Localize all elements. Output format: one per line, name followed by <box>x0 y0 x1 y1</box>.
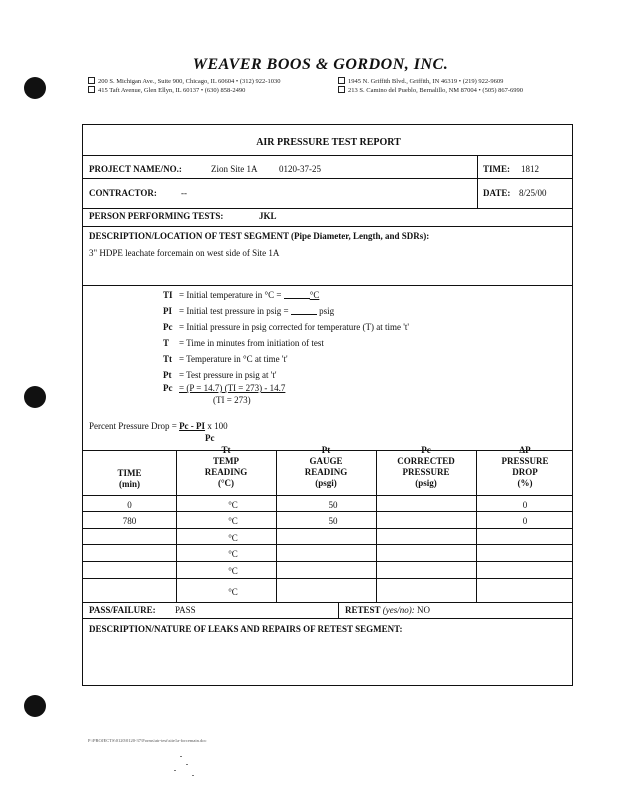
retest-value: NO <box>417 605 431 615</box>
rule <box>83 155 572 156</box>
retest-field <box>345 605 430 615</box>
contractor-label: CONTRACTOR: <box>89 188 157 198</box>
project-number: 0120-37-25 <box>279 164 321 174</box>
rule <box>83 544 572 545</box>
pass-fail-label: PASS/FAILURE: <box>89 605 156 615</box>
legend-text: = Test pressure in psig at 't' <box>179 370 277 380</box>
retest-hint: (yes/no): <box>382 605 415 615</box>
header-line: READING <box>304 467 348 477</box>
checkbox-icon <box>88 77 95 84</box>
rule <box>83 602 572 603</box>
address-text: 415 Taft Avenue, Glen Ellyn, IL 60137 • (630) 858-2490 <box>98 87 246 94</box>
rule <box>83 511 572 512</box>
header-symbol: Pt <box>321 445 331 455</box>
legend-text: = Initial temperature in °C = <box>179 290 282 300</box>
legend-text: = Time in minutes from initiation of test <box>179 338 324 348</box>
project-name: Zion Site 1A <box>211 164 258 174</box>
scan-speck <box>174 770 176 771</box>
legend-formula-denominator: (TI = 273) <box>213 395 251 405</box>
rule <box>83 578 572 579</box>
binder-hole-middle <box>24 386 46 408</box>
rule <box>83 178 572 179</box>
time-value: 1812 <box>521 164 539 174</box>
blank-line <box>284 290 310 299</box>
percent-drop-formula <box>89 421 228 431</box>
description-value: 3" HDPE leachate forcemain on west side of Site 1A <box>89 248 280 258</box>
header-line: (psig) <box>415 478 437 488</box>
percent-drop-multiplier: x 100 <box>207 421 228 431</box>
cell-temp: °C <box>228 549 238 559</box>
address-text: 1945 N. Griffith Blvd., Griffith, IN 46319 • (219) 922-9609 <box>348 78 504 85</box>
address-text: 213 S. Camino del Pueblo, Bernalillo, NM 87004 • (505) 867-6990 <box>348 87 524 94</box>
percent-drop-denominator: Pc <box>205 433 215 443</box>
report-form <box>82 124 573 686</box>
legend-symbol: TI <box>163 290 173 300</box>
report-title: AIR PRESSURE TEST REPORT <box>256 137 401 148</box>
percent-drop-numerator: Pc - PI <box>179 421 206 431</box>
address-griffith <box>338 77 503 85</box>
header-line: (psgi) <box>315 478 337 488</box>
cell-gauge: 50 <box>328 516 338 526</box>
header-line: READING <box>204 467 248 477</box>
legend-eq <box>179 306 334 316</box>
checkbox-icon <box>88 86 95 93</box>
header-symbol: Pc <box>421 445 431 455</box>
percent-drop-label: Percent Pressure Drop = <box>89 421 177 431</box>
person-value: JKL <box>259 211 277 221</box>
legend-symbol: Pc <box>163 383 173 393</box>
scan-speck <box>192 775 194 776</box>
header-symbol: Tt <box>221 445 231 455</box>
legend-symbol: Pt <box>163 370 172 380</box>
cell-temp: °C <box>228 500 238 510</box>
legend-text: = Initial pressure in psig corrected for temperature (T) at time 't' <box>179 322 409 332</box>
binder-hole-top <box>24 77 46 99</box>
cell-gauge: 50 <box>328 500 338 510</box>
contractor-value: -- <box>181 188 187 198</box>
rule <box>83 285 572 286</box>
rule <box>83 561 572 562</box>
address-text: 200 S. Michigan Ave., Suite 900, Chicago, IL 60604 • (312) 922-1030 <box>98 78 281 85</box>
project-label: PROJECT NAME/NO.: <box>89 164 182 174</box>
header-line: TEMP <box>213 456 239 466</box>
header-line: (°C) <box>217 478 235 488</box>
rule <box>83 495 572 496</box>
header-temp <box>176 445 276 489</box>
scan-speck <box>186 764 188 765</box>
header-time <box>83 468 176 490</box>
legend-formula: = (P = 14.7) (TI = 273) - 14.7 <box>179 383 286 393</box>
legend-unit: °C <box>309 290 320 300</box>
legend-symbol: Pc <box>163 322 173 332</box>
checkbox-icon <box>338 77 345 84</box>
header-line: DROP <box>512 467 538 477</box>
rule <box>338 602 339 618</box>
address-glen-ellyn <box>88 86 245 94</box>
cell-temp: °C <box>228 587 238 597</box>
company-name: WEAVER BOOS & GORDON, INC. <box>192 56 449 73</box>
cell-time: 780 <box>122 516 137 526</box>
scan-speck <box>180 756 182 757</box>
cell-time: 0 <box>127 500 132 510</box>
leaks-label: DESCRIPTION/NATURE OF LEAKS AND REPAIRS OF RETEST SEGMENT: <box>89 624 403 634</box>
cell-temp: °C <box>228 566 238 576</box>
header-line: PRESSURE <box>501 456 549 466</box>
retest-label: RETEST <box>345 605 381 615</box>
rule <box>83 528 572 529</box>
legend-eq <box>179 290 319 300</box>
pass-fail-value: PASS <box>175 605 196 615</box>
header-corrected <box>376 445 476 489</box>
header-line: (%) <box>517 478 533 488</box>
time-label: TIME: <box>483 164 510 174</box>
address-chicago <box>88 77 280 85</box>
header-line: GAUGE <box>309 456 343 466</box>
cell-drop: 0 <box>522 500 528 510</box>
date-value: 8/25/00 <box>519 188 547 198</box>
blank-line <box>291 306 317 315</box>
header-line: (min) <box>119 479 140 489</box>
rule <box>83 618 572 619</box>
legend-symbol: PI <box>163 306 172 316</box>
rule <box>83 226 572 227</box>
address-bernalillo <box>338 86 523 94</box>
person-label: PERSON PERFORMING TESTS: <box>89 211 224 221</box>
header-line: TIME <box>117 468 142 478</box>
header-line: CORRECTED <box>397 456 455 466</box>
description-label: DESCRIPTION/LOCATION OF TEST SEGMENT (Pipe Diameter, Length, and SDRs): <box>89 231 430 241</box>
footer-file-path: P:\PROJECTS\0120\0120-37\Forms\air-test\site1a-forcemain.doc <box>88 738 207 743</box>
legend-symbol: Tt <box>163 354 172 364</box>
legend-unit: psig <box>319 306 335 316</box>
legend-text: = Temperature in °C at time 't' <box>179 354 288 364</box>
legend-symbol: T <box>163 338 170 348</box>
binder-hole-bottom <box>24 695 46 717</box>
cell-temp: °C <box>228 516 238 526</box>
header-drop <box>476 445 574 489</box>
rule <box>83 208 572 209</box>
cell-drop: 0 <box>522 516 528 526</box>
cell-temp: °C <box>228 533 238 543</box>
checkbox-icon <box>338 86 345 93</box>
legend-text: = Initial test pressure in psig = <box>179 306 289 316</box>
date-label: DATE: <box>483 188 511 198</box>
header-gauge <box>276 445 376 489</box>
header-line: PRESSURE <box>402 467 450 477</box>
header-symbol: ΔP <box>519 445 531 455</box>
rule <box>477 155 478 208</box>
